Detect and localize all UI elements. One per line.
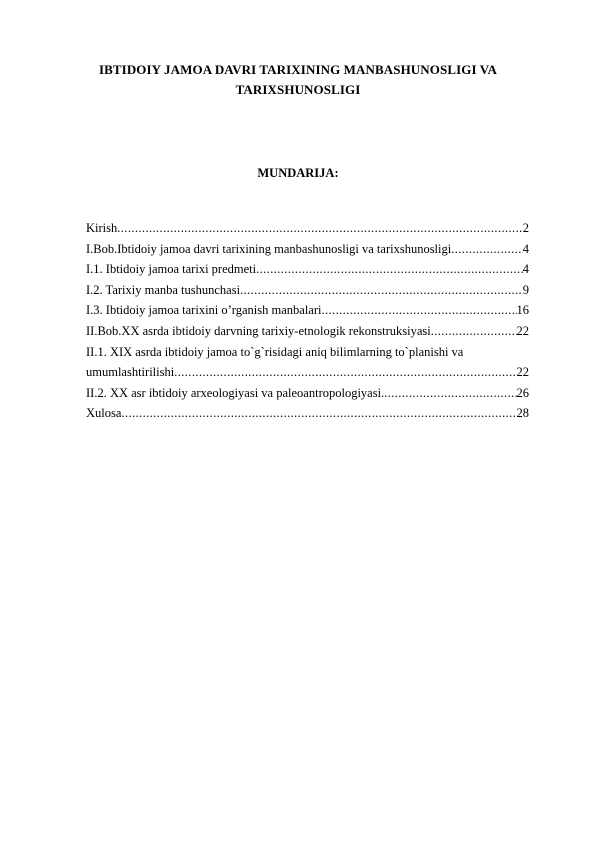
toc-entry-label: I.3. Ibtidoiy jamoa tarixini o’rganish manbalari [86, 303, 322, 318]
toc-entry-section-2-1-line1[interactable] [86, 342, 529, 363]
toc-entry-page: 22 [516, 323, 529, 338]
toc-entry-section-1-1[interactable] [86, 259, 529, 280]
document-title-line2: TARIXSHUNOSLIGI [235, 82, 361, 97]
toc-entry-label: II.1. XIX asrda ibtidoiy jamoa to`g`risidagi aniq bilimlarning to`planishi va [86, 344, 464, 359]
toc-entry-page: 28 [516, 406, 529, 421]
toc-entry-chapter-2[interactable] [86, 321, 529, 342]
toc-dot-leader [121, 403, 516, 424]
toc-entry-label: Kirish [86, 221, 118, 235]
toc-dot-leader [451, 239, 523, 260]
toc-entry-label: II.Bob.XX asrda ibtidoiy darvning tarixiy-etnologik rekonstruksiyasi [86, 323, 431, 338]
toc-dot-leader [321, 300, 516, 321]
toc-entry-label: I.1. Ibtidoiy jamoa tarixi predmeti [86, 262, 257, 277]
toc-heading: MUNDARIJA: [257, 166, 339, 180]
toc-entry-label: Xulosa [86, 406, 122, 421]
toc-entry-chapter-1[interactable] [86, 239, 529, 260]
toc-dot-leader [240, 280, 523, 301]
toc-dot-leader [384, 383, 516, 404]
toc-entry-label: umumlashtirilishi [86, 365, 175, 380]
toc-entry-section-2-1-line2[interactable] [86, 362, 529, 383]
toc-entry-kirish[interactable] [86, 218, 529, 239]
toc-dot-leader [431, 321, 517, 342]
toc-entry-label: I.2. Tarixiy manba tushunchasi [86, 282, 241, 297]
toc-entry-page: 4 [522, 241, 529, 256]
toc-entry-page: 4 [522, 262, 529, 277]
toc-entry-page: 2 [522, 221, 529, 235]
toc-entry-page: 22 [516, 365, 529, 380]
toc-dot-leader [174, 362, 516, 383]
toc-entry-page: 16 [516, 303, 529, 318]
toc-entry-section-2-2[interactable] [86, 383, 529, 404]
toc-entry-label: I.Bob.Ibtidoiy jamoa davri tarixining manbashunosligi va tarixshunosligi [86, 241, 452, 256]
toc-dot-leader [117, 218, 523, 239]
table-of-contents [86, 218, 529, 424]
toc-entry-xulosa[interactable] [86, 403, 529, 424]
toc-entry-section-1-2[interactable] [86, 280, 529, 301]
toc-dot-leader [256, 259, 523, 280]
toc-entry-page: 26 [516, 385, 529, 400]
toc-entry-section-1-3[interactable] [86, 300, 529, 321]
toc-entry-label: II.2. XX asr ibtidoiy arxeologiyasi va paleoantropologiyasi. [86, 385, 385, 400]
toc-entry-page: 9 [522, 282, 529, 297]
document-title-line1: IBTIDOIY JAMOA DAVRI TARIXINING MANBASHUNOSLIGI VA [98, 62, 498, 77]
